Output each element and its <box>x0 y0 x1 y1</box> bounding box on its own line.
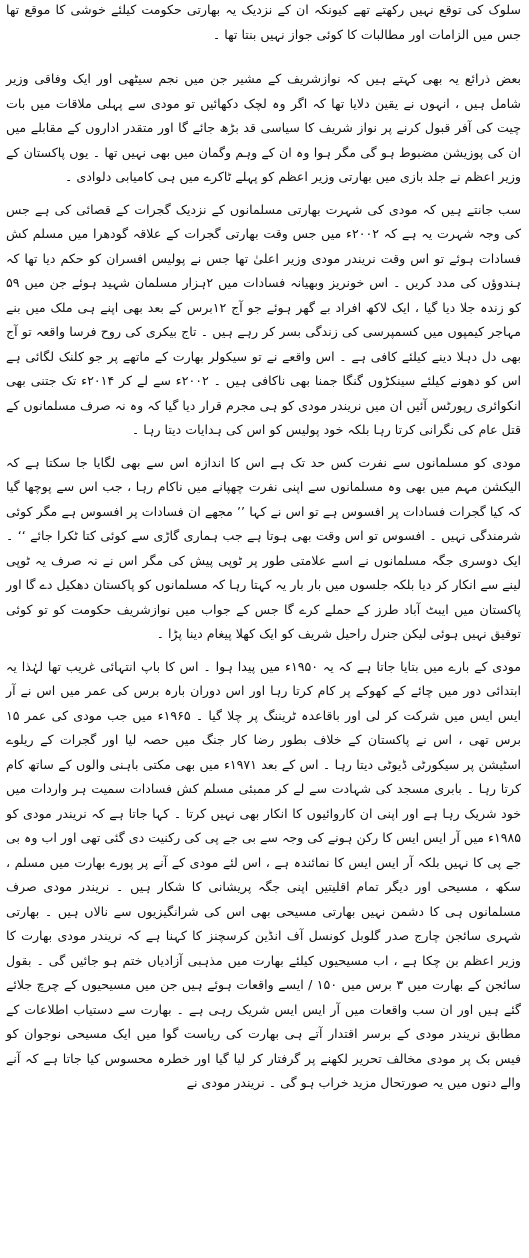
article-paragraph-2: بعض ذرائع یہ بھی کہتے ہیں کہ نوازشریف کے مشیر جن میں نجم سیٹھی اور ایک وفاقی وزیر شامل ہیں ، انہوں نے یقین دلایا تھا کہ اگر وہ لچک دکھائیں تو مودی سے پہلی ملاقات میں بات چیت کی آفر قبول کرنے پر نواز شریف کا سیاسی قد بڑھ جائے گا اور متقدر اداروں کے مقابلے میں ان کی پوزیشن مضبوط ہو گی مگر ہوا وہ ان کے وہم وگمان میں بھی نہیں تھا ۔ یوں پاکستان کے وزیر اعظم نے جلد بازی میں بھارتی وزیر اعظم کو پہلے ٹاکرے میں ہی کامیابی دلوادی ۔ <box>6 71 521 184</box>
article-paragraph-1: سلوک کی توقع نہیں رکھتے تھے کیونکہ ان کے نزدیک یہ بھارتی حکومت کیلئے خوشی کا موقع تھا جس میں الزامات اور مطالبات کا کوئی جواز نہیں بنتا تھا ۔ <box>6 2 521 42</box>
article-paragraph-3: سب جانتے ہیں کہ مودی کی شہرت بھارتی مسلمانوں کے نزدیک گجرات کے قصائی کی ہے جس کی وجہ شہرت یہ ہے کہ ۲۰۰۲ء میں جس وقت بھارتی گجرات کے علاقہ گودھرا میں مسلم کش فسادات ہوئے تو اس وقت نریندر مودی وزیر اعلیٰ تھا جس نے پولیس افسران کو حکم دیا تھا کہ ہندوؤں کی مدد کریں ۔ اس خونریز وبھیانہ فسادات میں ۲ہزار مسلمان شہید ہوئے جن میں ۵۹ کو زندہ جلا دیا گیا ، ایک لاکھ افراد بے گھر ہوئے جو آج ۱۲برس کے بعد بھی اپنے ہی ملک میں بنے مہاجر کیمپوں میں کسمپرسی کی زندگی بسر کر رہے ہیں ۔ تاج بیکری کی روح فرسا واقعہ تو آج بھی دل دہلا دینے کیلئے کافی ہے ۔ اس واقعے نے تو سیکولر بھارت کے ماتھے پر جو کلنک لگائی ہے اس کو دھونے کیلئے سینکڑوں گنگا جمنا بھی ناکافی ہیں ۔ ۲۰۰۲ء سے لے کر ۲۰۱۴ء تک جتنی بھی انکوائری رپورٹس آئیں ان میں نریندر مودی کو ہی مجرم قرار دیا گیا کہ وہ نہ صرف مسلمانوں کے قتل عام کی نگرانی کرتا رہا بلکہ خود پولیس کو اس کی ہدایات دیتا رہا ۔ <box>6 201 522 437</box>
article-paragraph-5: مودی کے بارے میں بتایا جاتا ہے کہ یہ ۱۹۵۰ء میں پیدا ہوا ۔ اس کا باپ انتہائی غریب تھا لہٰذا یہ ابتدائی دور میں چائے کے کھوکے پر کام کرتا رہا اور اس دوران بارہ برس کی عمر میں اس نے آر ایس ایس میں شرکت کر لی اور باقاعدہ ٹریننگ پر چلا گیا ۔ ۱۹۶۵ء میں جب مودی کی عمر ۱۵ برس تھی ، اس نے پاکستان کے خلاف بطور رضا کار جنگ میں حصہ لیا اور گجرات کے ریلوے اسٹیشن پر سیکورٹی ڈیوٹی دیتا رہا ۔ اس کے بعد ۱۹۷۱ء میں بھی مکتی باہنی والوں کے ساتھ کام کرتا رہا ۔ بابری مسجد کی شہادت سے لے کر ممبئی مسلم کش فسادات سمیت ہر واردات میں خود شریک رہا ہے اور اپنی ان کاروائیوں کا انکار بھی نہیں کرتا ۔ کہا جاتا ہے کہ نریندر مودی کو ۱۹۸۵ء میں آر ایس ایس کا رکن ہونے کی وجہ سے بی جے پی کی رکنیت دی گئی تھی اور اب وہ بی جے پی کا نہیں بلکہ آر ایس ایس کا نمائندہ ہے ، اس لئے مودی کے آنے پر پورے بھارت میں مسلم ، سکھ ، مسیحی اور دیگر تمام اقلیتیں اپنی جگہ پریشانی کا شکار ہیں ۔ نریندر مودی صرف مسلمانوں ہی کا دشمن نہیں بھارتی مسیحی بھی اس کی شرانگیزیوں سے نالاں ہیں ۔ بھارتی شہری سائجن چارج صدر گلوبل کونسل آف انڈین کرسچنز کا کہنا ہے کہ نریندر مودی بھارت کا وزیر اعظم بن چکا ہے ، اب مسیحیوں کیلئے بھارت میں مذہبی آزادیاں ختم ہو جائیں گی ۔ بقول سائجن کے بھارت میں ۳ برس میں ۱۵۰ / ایسے واقعات ہوئے ہیں جن میں مسیحیوں کے چرچ جلائے گئے ہیں اور ان سب واقعات میں آر ایس ایس شریک رہی ہے ۔ بھارت سے دستیاب اطلاعات کے مطابق نریندر مودی کے برسر اقتدار آتے ہی بھارت کی ریاست گوا میں ایک مسیحی نوجوان کو فیس بک پر مودی مخالف تحریر لکھنے پر گرفتار کر لیا گیا اور خطرہ محسوس کیا جاتا ہے کہ آنے والے دنوں میں یہ صورتحال مزید خراب ہو گی ۔ نریندر مودی نے <box>6 658 521 1090</box>
article-paragraph-4: مودی کو مسلمانوں سے نفرت کس حد تک ہے اس کا اندازہ اس سے بھی لگایا جا سکتا ہے کہ الیکشن مہم میں بھی وہ مسلمانوں سے اپنی نفرت چھپانے میں ناکام رہا ، جب اس سے پوچھا گیا کہ کیا گجرات فسادات پر افسوس ہے تو اس نے کہا ’’ مجھے ان فسادات پر افسوس ہے مگر کوئی شرمندگی نہیں ۔ افسوس تو اس وقت بھی ہوتا ہے جب ہماری گاڑی سے کوئی کتا ٹکرا جائے ‘‘ ۔ ایک دوسری جگہ مسلمانوں نے اسے علامتی طور پر ٹوپی پیش کی مگر اس نے نہ صرف یہ ٹوپی لینے سے انکار کر دیا بلکہ جلسوں میں بار بار یہ کہتا رہا کہ مسلمانوں کو پاکستان دھکیل دے گا اور پاکستان میں ایبٹ آباد طرز کے حملے کرے گا جس کے جواب میں نوازشریف حکومت کو تو کوئی توفیق نہیں ہوئی لیکن جنرل راحیل شریف کو ایک کھلا پیغام دینا پڑا ۔ <box>6 454 521 641</box>
